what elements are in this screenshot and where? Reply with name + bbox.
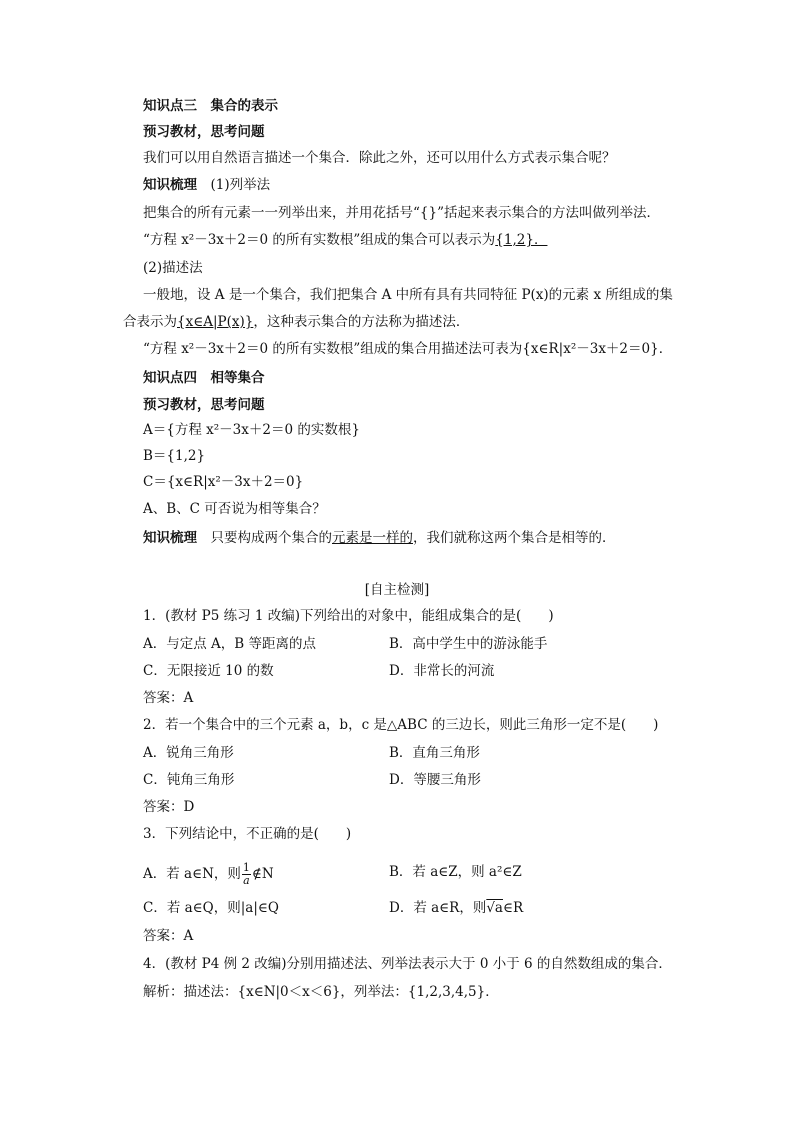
option-d xyxy=(389,898,523,918)
set-definition-a: A＝{方程 x²－3x＋2＝0 的实数根} xyxy=(143,422,360,438)
question-text: A、B、C 可否说为相等集合？ xyxy=(143,501,326,517)
definition-text: 一般地，设 A 是一个集合，我们把集合 A 中所有具有共同特征 P(x)的元素 x 所组成的集 xyxy=(143,287,673,303)
section-title-4: 知识点四 相等集合 xyxy=(143,370,265,386)
fraction xyxy=(242,862,251,887)
preview-heading: 预习教材，思考问题 xyxy=(143,397,265,413)
combing-prefix: 只要构成两个集合的 xyxy=(210,530,332,546)
set-definition-c: C＝{x∈R|x²－3x＋2＝0} xyxy=(143,474,304,490)
method-title: (2)描述法 xyxy=(143,260,203,276)
definition-text: 把集合的所有元素一一列举出来，并用花括号“{}”括起来表示集合的方法叫做列举法． xyxy=(143,205,660,221)
answer-text: 答案：A xyxy=(143,690,194,706)
option-b: B．高中学生中的游泳能手 xyxy=(389,636,548,652)
definition-suffix: ，这种表示集合的方法称为描述法． xyxy=(253,314,470,330)
option-a-suffix: ∉N xyxy=(251,866,274,882)
option-c: C．若 a∈Q，则|a|∈Q xyxy=(143,900,279,916)
preview-heading: 预习教材，思考问题 xyxy=(143,124,265,140)
option-d: D．等腰三角形 xyxy=(389,772,481,788)
option-a: A．与定点 A，B 等距离的点 xyxy=(143,636,317,652)
option-b: B．若 a∈Z，则 a²∈Z xyxy=(389,864,522,880)
radical: √a xyxy=(486,900,503,916)
question-stem: 2．若一个集合中的三个元素 a，b，c 是△ABC 的三边长，则此三角形一定不是( ) xyxy=(143,717,659,733)
option-c: C．无限接近 10 的数 xyxy=(143,663,274,679)
method-title: (1)列举法 xyxy=(210,177,271,193)
option-a xyxy=(143,862,274,887)
self-check-heading: [自主检测] xyxy=(364,582,430,598)
combing-suffix: ，我们就称这两个集合是相等的． xyxy=(413,530,616,546)
question-stem: 1．(教材 P5 练习 1 改编)下列给出的对象中，能组成集合的是( ) xyxy=(143,608,554,624)
example-text xyxy=(143,230,547,250)
option-d: D．非常长的河流 xyxy=(389,663,495,679)
definition-prefix: 合表示为 xyxy=(123,314,177,330)
section-title-3: 知识点三 集合的表示 xyxy=(143,98,278,114)
option-d-suffix: ∈R xyxy=(502,900,524,916)
knowledge-combing-line xyxy=(143,528,616,548)
knowledge-combing-label: 知识梳理 xyxy=(143,177,197,193)
option-b: B．直角三角形 xyxy=(389,745,480,761)
set-definition-b: B＝{1,2} xyxy=(143,448,206,464)
option-a-prefix: A．若 a∈N，则 xyxy=(143,866,241,882)
underlined-answer: {1,2}． xyxy=(495,232,548,248)
question-stem: 4．(教材 P4 例 2 改编)分别用描述法、列举法表示大于 0 小于 6 的自然数组成的集合． xyxy=(143,956,672,972)
knowledge-combing-label: 知识梳理 xyxy=(143,530,197,546)
knowledge-combing-line xyxy=(143,175,270,195)
underlined-answer: 元素是一样的 xyxy=(332,530,413,546)
analysis-text: 解析：描述法：{x∈N|0＜x＜6}，列举法：{1,2,3,4,5}． xyxy=(143,984,499,1000)
underlined-answer: {x∈A|P(x)} xyxy=(177,314,254,330)
fraction-numerator: 1 xyxy=(242,861,250,874)
question-text: 我们可以用自然语言描述一个集合．除此之外，还可以用什么方式表示集合呢？ xyxy=(143,150,616,166)
definition-text xyxy=(123,312,469,332)
question-stem: 3．下列结论中，不正确的是( ) xyxy=(143,826,352,842)
answer-text: 答案：D xyxy=(143,799,195,815)
option-d-prefix: D．若 a∈R，则 xyxy=(389,900,487,916)
option-a: A．锐角三角形 xyxy=(143,745,234,761)
example-prefix: “方程 x²－3x＋2＝0 的所有实数根”组成的集合可以表示为 xyxy=(143,232,496,248)
answer-text: 答案：A xyxy=(143,928,194,944)
option-c: C．钝角三角形 xyxy=(143,772,235,788)
fraction-denominator: a xyxy=(243,874,250,887)
example-text: “方程 x²－3x＋2＝0 的所有实数根”组成的集合用描述法可表为{x∈R|x²－3x＋2＝0}． xyxy=(143,341,673,357)
